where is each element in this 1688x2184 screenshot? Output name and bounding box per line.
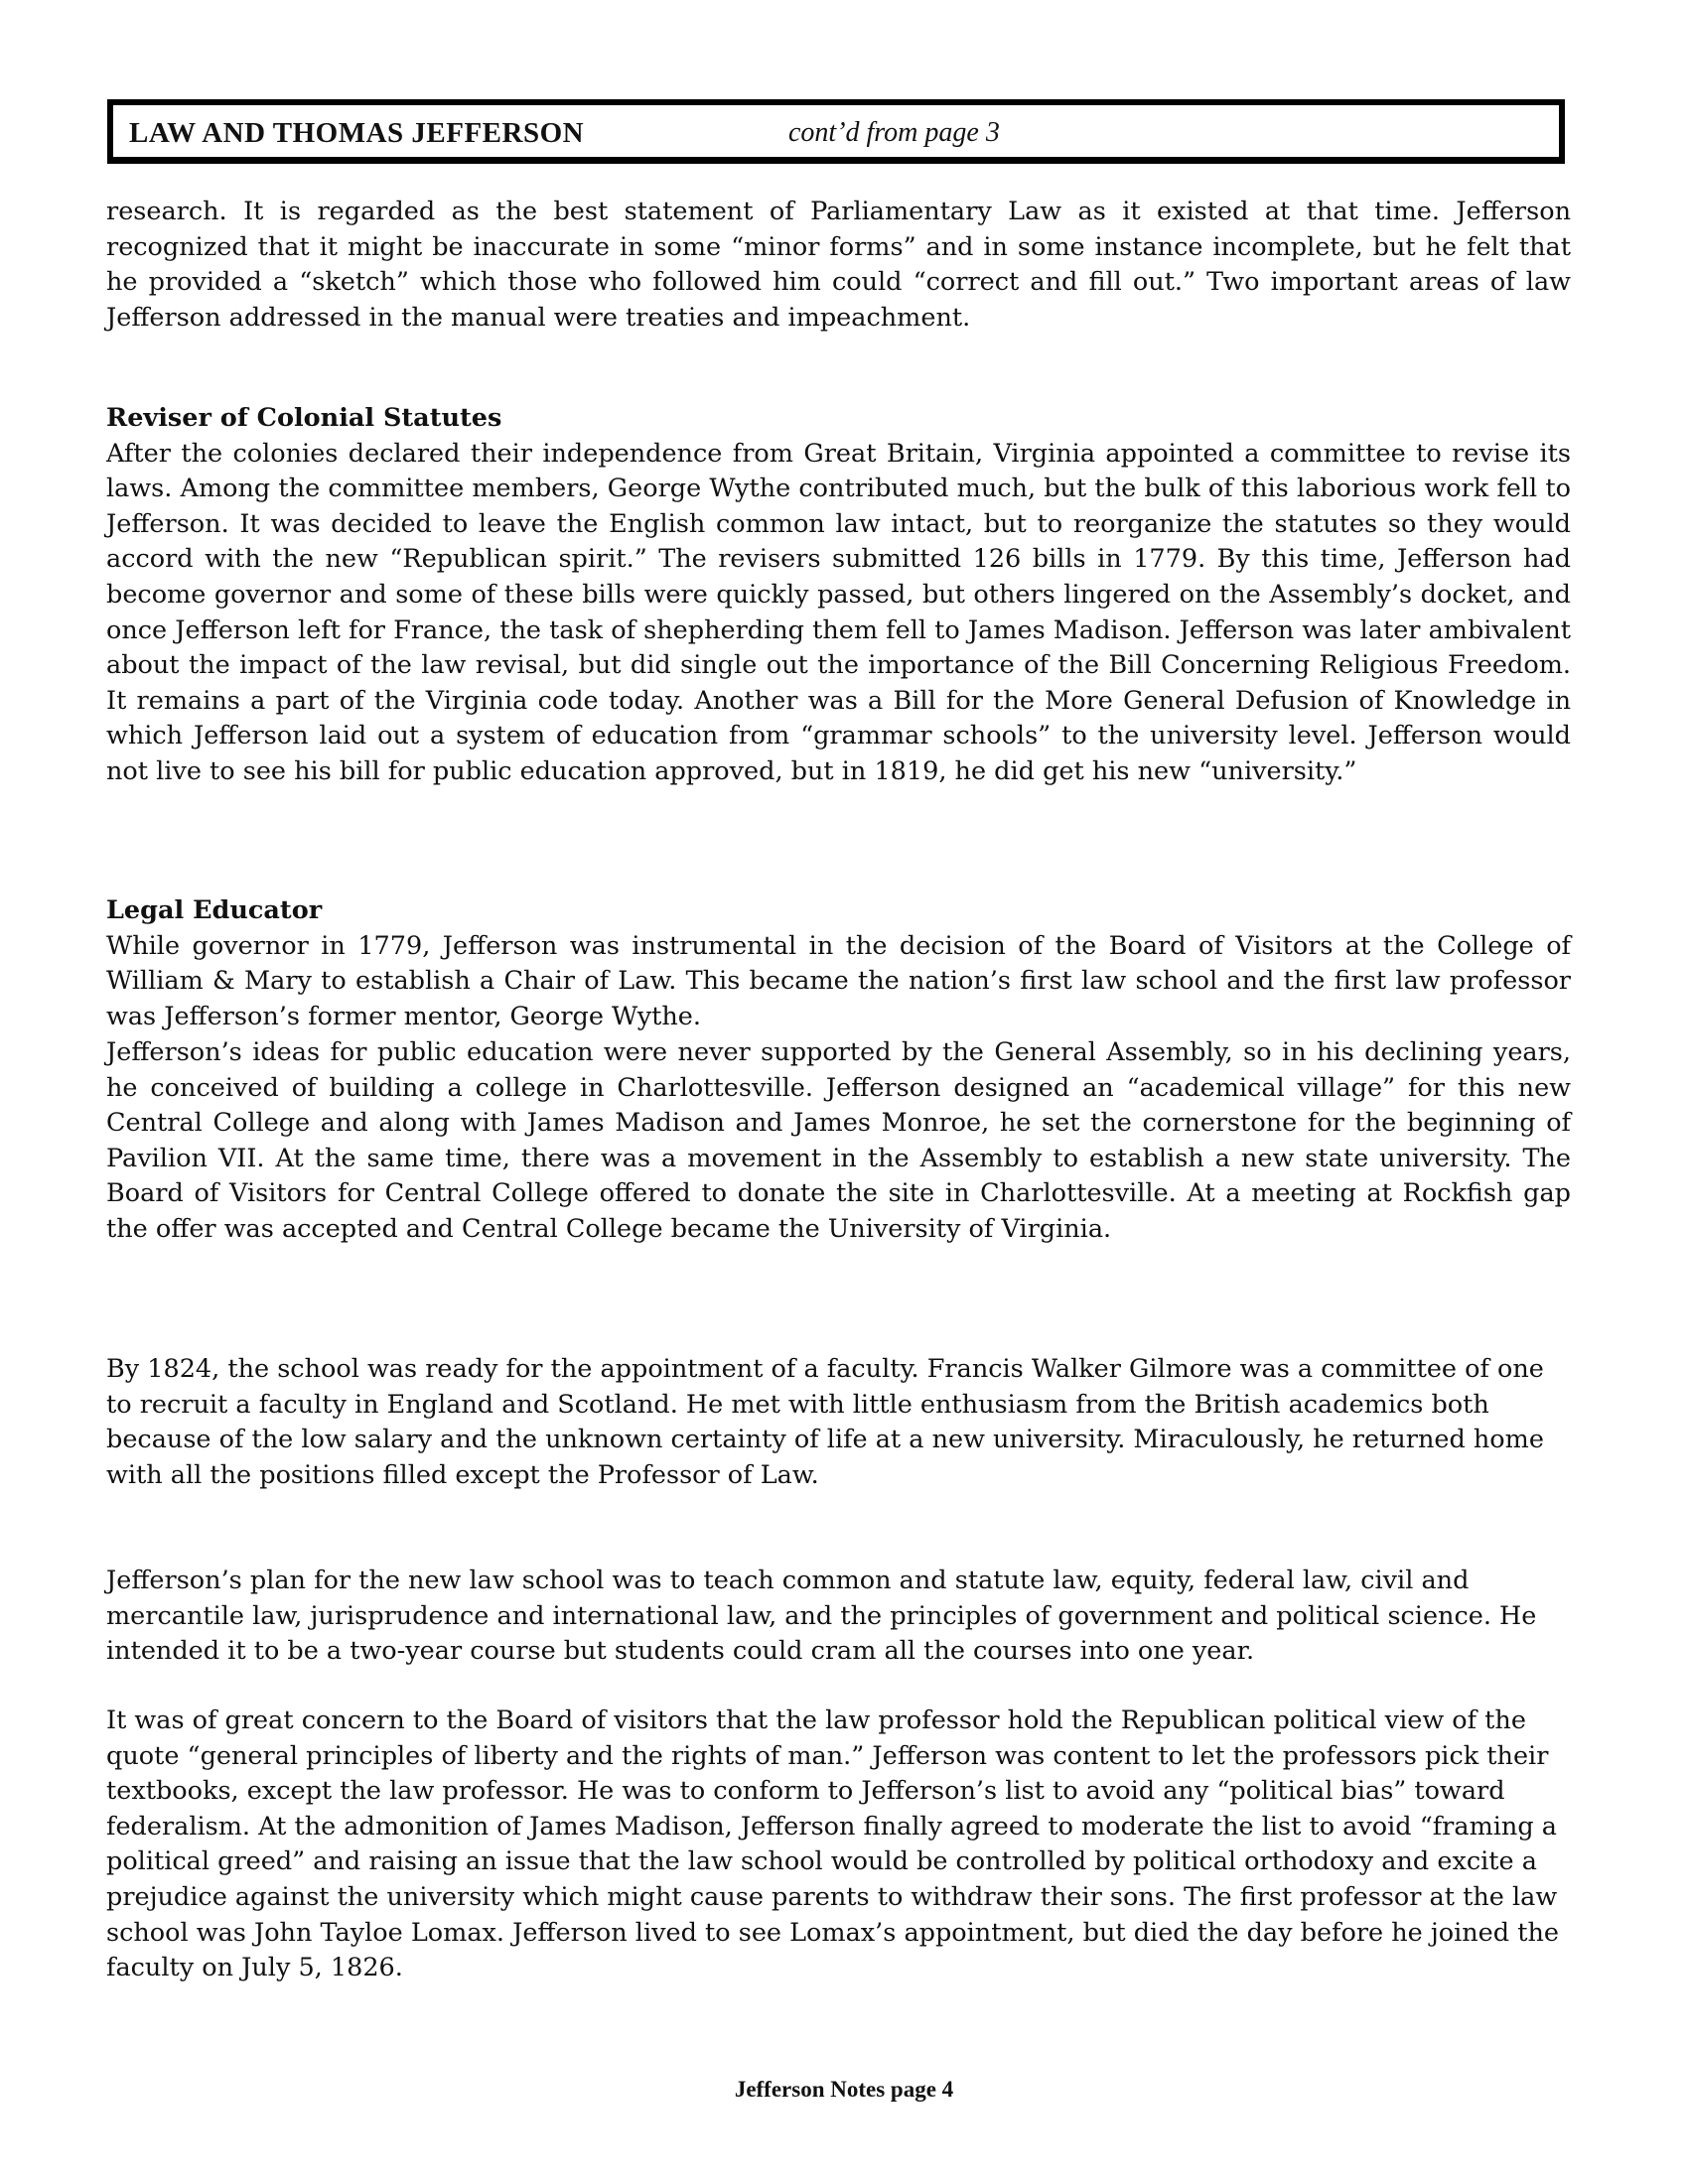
section-heading: Reviser of Colonial Statutes: [106, 403, 502, 433]
section-reviser: [106, 401, 1571, 790]
article-header-box: [107, 99, 1565, 164]
intro-paragraph: research. It is regarded as the best statement of Parliamentary Law as it existed at that time. Jefferson recognized that it might be inaccurate in some “minor forms” and in some instance incomplete, but he felt that he provided a “sketch” which those who followed him could “correct and fill out.” Two important areas of law Jefferson addressed in the manual were treaties and impeachment.: [106, 197, 1571, 333]
paragraph-law-school-plan: Jefferson’s plan for the new law school was to teach common and statute law, equity, federal law, civil and mercantile law, jurisprudence and international law, and the principles of government and political science. He intended it to be a two-year course but students could cram all the courses into one year.: [106, 1566, 1537, 1667]
section-legal-educator: [106, 893, 1571, 1034]
continued-note: cont’d from page 3: [788, 117, 1000, 148]
paragraph-board-concern: It was of great concern to the Board of visitors that the law professor hold the Republican political view of the quote “general principles of liberty and the rights of man.” Jefferson was content to let the professors pick their textbooks, except the law professor. He was to conform to Jefferson’s list to avoid any “political bias” toward federalism. At the admonition of James Madison, Jefferson finally agreed to moderate the list to avoid “framing a political greed” and raising an issue that the law school would be controlled by political orthodoxy and excite a prejudice against the university which might cause parents to withdraw their sons. The first professor at the law school was John Tayloe Lomax. Jefferson lived to see Lomax’s appointment, but died the day before he joined the faculty on July 5, 1826.: [106, 1706, 1559, 1983]
section-text: While governor in 1779, Jefferson was instrumental in the decision of the Board of Visitors at the College of William & Mary to establish a Chair of Law. This became the nation’s first law school and the first law professor was Jefferson’s former mentor, George Wythe.: [106, 930, 1571, 1031]
paragraph-faculty-1824: By 1824, the school was ready for the appointment of a faculty. Francis Walker Gilmore was a committee of one to recruit a faculty in England and Scotland. He met with little enthusiasm from the British academics both because of the low salary and the unknown certainty of life at a new university. Miraculously, he returned home with all the positions filled except the Professor of Law.: [106, 1354, 1544, 1490]
article-title: LAW AND THOMAS JEFFERSON: [129, 117, 585, 149]
paragraph-public-education: Jefferson’s ideas for public education were never supported by the General Assembly, so in his declining years, he conceived of building a college in Charlottesville. Jefferson designed an “academical village” for this new Central College and along with James Madison and James Monroe, he set the cornerstone for the beginning of Pavilion VII. At the same time, there was a movement in the Assembly to establish a new state university. The Board of Visitors for Central College offered to donate the site in Charlottesville. At a meeting at Rockfish gap the offer was accepted and Central College became the University of Virginia.: [106, 1037, 1571, 1244]
section-heading: Legal Educator: [106, 895, 323, 925]
page-footer: Jefferson Notes page 4: [734, 2077, 954, 2102]
section-text: After the colonies declared their independence from Great Britain, Virginia appointed a committee to revise its laws. Among the committee members, George Wythe contributed much, but the bulk of this laborious work fell to Jefferson. It was decided to leave the English common law intact, but to reorganize the statutes so they would accord with the new “Republican spirit.” The revisers submitted 126 bills in 1779. By this time, Jefferson had become governor and some of these bills were quickly passed, but others lingered on the Assembly’s docket, and once Jefferson left for France, the task of shepherding them fell to James Madison. Jefferson was later ambivalent about the impact of the law revisal, but did single out the importance of the Bill Concerning Religious Freedom. It remains a part of the Virginia code today. Another was a Bill for the More General Defusion of Knowledge in which Jefferson laid out a system of education from “grammar schools” to the university level. Jefferson would not live to see his bill for public education approved, but in 1819, he did get his new “university.”: [106, 438, 1571, 786]
